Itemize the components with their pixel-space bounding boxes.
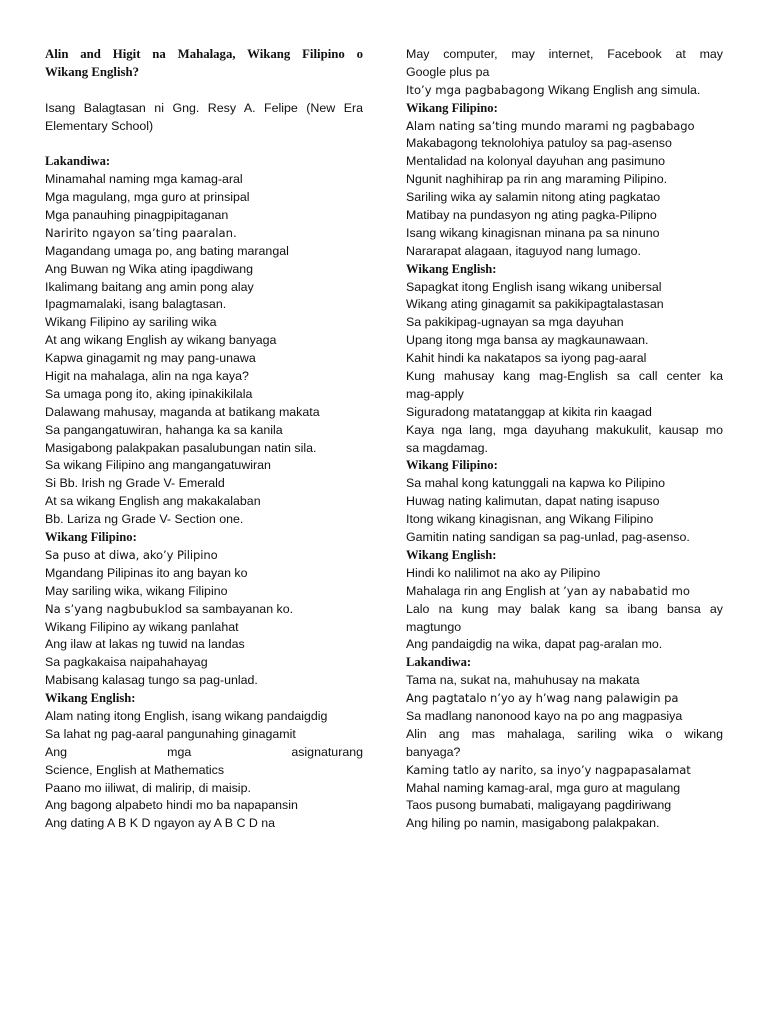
verse-line: Nararapat alagaan, itaguyod nang lumago. (406, 243, 641, 258)
verse-line: Mabisang kalasag tungo sa pag-unlad. (45, 673, 258, 688)
verse-line (406, 82, 723, 100)
verse-line: Upang itong mga bansa ay magkaunawaan. (406, 333, 649, 348)
verse-line: Sa pakikipag-ugnayan sa mga dayuhan (406, 315, 624, 330)
verse-line: Ang bagong alpabeto hindi mo ba napapansin (45, 798, 298, 813)
verse-line: Sapagkat itong English isang wikang unibersal (406, 279, 662, 294)
verse-line: Alam nating itong English, isang wikang pandaigdig (45, 708, 328, 723)
verse-segment: Mahalaga rin ang English at (406, 583, 564, 598)
verse-line: Isang wikang kinagisnan minana pa sa ninuno (406, 225, 660, 240)
verse-line: Sa mahal kong katunggali na kapwa ko Pilipino (406, 476, 665, 491)
speaker-heading-lakandiwa: Lakandiwa: (45, 154, 111, 169)
verse-word: mga (167, 744, 192, 759)
verse-line: Ang dating A B K D ngayon ay A B C D na (45, 816, 276, 831)
verse-line: At ang wikang English ay wikang banyaga (45, 333, 277, 348)
verse-line: Ikalimang baitang ang amin pong alay (45, 279, 254, 294)
verse-line: Alam nating sa’ting mundo marami ng pagbabago (406, 118, 695, 133)
verse-line: At sa wikang English ang makakalaban (45, 494, 261, 509)
verse-line: Si Bb. Irish ng Grade V- Emerald (45, 476, 225, 491)
verse-word: Ang (45, 744, 68, 759)
verse-line: Kaya nga lang, mga dayuhang makukulit, kausap mo (406, 422, 723, 437)
verse-line: Ang pandaigdig na wika, dapat pag-aralan mo. (406, 637, 663, 652)
document-title-line-1: Alin and Higit na Mahalaga, Wikang Filipino o (45, 47, 363, 61)
verse-segment: sa sambayanan ko. (182, 601, 294, 616)
verse-line: Dalawang mahusay, maganda at batikang makata (45, 404, 320, 419)
verse-line: Kapwa ginagamit ng may pang-unawa (45, 351, 256, 366)
verse-line: mag-apply (406, 386, 464, 401)
document-title-line-2: Wikang English? (45, 64, 140, 79)
verse-line: Wikang Filipino ay wikang panlahat (45, 619, 239, 634)
verse-line: Huwag nating kalimutan, dapat nating isapuso (406, 494, 660, 509)
verse-line: Kahit hindi ka nakatapos sa iyong pag-aaral (406, 351, 647, 366)
verse-line: Ngunit naghihirap pa rin ang maraming Pilipino. (406, 172, 668, 187)
verse-line: Science, English at Mathematics (45, 762, 225, 777)
verse-line: Magandang umaga po, ang bating marangal (45, 243, 289, 258)
verse-line: Kaming tatlo ay narito, sa inyo’y nagpapasalamat (406, 762, 691, 777)
verse-line: May computer, may internet, Facebook at may (406, 47, 723, 61)
verse-line: Paano mo iiliwat, di malirip, di maisip. (45, 780, 251, 795)
verse-line: Sariling wika ay salamin nitong ating pagkatao (406, 190, 661, 205)
verse-line: Sa umaga pong ito, aking ipinakikilala (45, 386, 253, 401)
speaker-heading-wikang-english: Wikang English: (406, 547, 497, 562)
verse-line: Ang hiling po namin, masigabong palakpakan. (406, 816, 660, 831)
author-line-1: Isang Balagtasan ni Gng. Resy A. Felipe (New Era (45, 100, 363, 115)
verse-line: Sa puso at diwa, ako’y Pilipino (45, 547, 218, 562)
right-column (406, 46, 723, 833)
verse-line: Mga panauhing pinagpipitaganan (45, 208, 229, 223)
verse-line (45, 601, 363, 619)
verse-line: Lalo na kung may balak kang sa ibang bansa ay (406, 601, 723, 616)
verse-line: Kung mahusay kang mag-English sa call center ka (406, 369, 723, 384)
verse-line-justified (45, 744, 363, 762)
verse-segment: Naririto ngayon sa’ting paaralan. (45, 225, 237, 240)
verse-line: Alin ang mas mahalaga, sariling wika o wikang (406, 726, 723, 741)
speaker-heading-wikang-filipino: Wikang Filipino: (45, 530, 137, 545)
verse-line: Mgandang Pilipinas ito ang bayan ko (45, 565, 248, 580)
verse-line: Minamahal naming mga kamag-aral (45, 172, 243, 187)
verse-line: Higit na mahalaga, alin na nga kaya? (45, 369, 249, 384)
verse-line: Ang ilaw at lakas ng tuwid na landas (45, 637, 245, 652)
verse-line: Sa wikang Filipino ang mangangatuwiran (45, 458, 271, 473)
verse-line: Siguradong matatanggap at kikita rin kaagad (406, 404, 652, 419)
verse-line: Mentalidad na kolonyal dayuhan ang pasimuno (406, 154, 666, 169)
author-line-2: Elementary School) (45, 118, 154, 133)
verse-segment: Ito’y mga pagbabagong (406, 82, 545, 97)
verse-segment: Na s’yang nagbubuklod (45, 601, 183, 616)
speaker-heading-wikang-english: Wikang English: (45, 691, 136, 706)
verse-line: banyaga? (406, 744, 461, 759)
verse-line: Itong wikang kinagisnan, ang Wikang Filipino (406, 512, 654, 527)
verse-line: Sa madlang nanonood kayo na po ang magpasiya (406, 708, 683, 723)
verse-line: Matibay na pundasyon ng ating pagka-Pilipno (406, 208, 657, 223)
verse-word: asignaturang (291, 744, 363, 759)
verse-line: Wikang ating ginagamit sa pakikipagtalastasan (406, 297, 664, 312)
verse-line (45, 225, 363, 243)
verse-line (406, 583, 723, 601)
verse-line: Taos pusong bumabati, maligayang pagdiriwang (406, 798, 672, 813)
verse-line: Google plus pa (406, 64, 490, 79)
verse-line: Sa pangangatuwiran, hahanga ka sa kanila (45, 422, 283, 437)
verse-line: Masigabong palakpakan pasalubungan natin sila. (45, 440, 317, 455)
verse-line: Mga magulang, mga guro at prinsipal (45, 190, 250, 205)
verse-line: May sariling wika, wikang Filipino (45, 583, 228, 598)
verse-line: Makabagong teknolohiya patuloy sa pag-asenso (406, 136, 672, 151)
verse-line: Mahal naming kamag-aral, mga guro at magulang (406, 780, 681, 795)
speaker-heading-wikang-filipino: Wikang Filipino: (406, 100, 498, 115)
verse-line: magtungo (406, 619, 462, 634)
verse-line: Gamitin nating sandigan sa pag-unlad, pag-asenso. (406, 530, 690, 545)
verse-line: Wikang Filipino ay sariling wika (45, 315, 217, 330)
speaker-heading-wikang-filipino: Wikang Filipino: (406, 458, 498, 473)
verse-line: sa magdamag. (406, 440, 488, 455)
speaker-heading-wikang-english: Wikang English: (406, 261, 497, 276)
verse-line: Sa pagkakaisa naipahahayag (45, 655, 208, 670)
speaker-heading-lakandiwa: Lakandiwa: (406, 655, 472, 670)
verse-line: Hindi ko nalilimot na ako ay Pilipino (406, 565, 601, 580)
left-column (45, 46, 363, 833)
verse-line: Ang pagtatalo n’yo ay h’wag nang palawigin pa (406, 691, 679, 706)
verse-line: Ipagmamalaki, isang balagtasan. (45, 297, 227, 312)
verse-segment: ’yan ay nababatid mo (563, 583, 690, 598)
verse-line: Sa lahat ng pag-aaral pangunahing ginagamit (45, 726, 296, 741)
verse-line: Ang Buwan ng Wika ating ipagdiwang (45, 261, 254, 276)
verse-segment: Wikang English ang simula. (544, 82, 701, 97)
verse-line: Bb. Lariza ng Grade V- Section one. (45, 512, 244, 527)
verse-line: Tama na, sukat na, mahuhusay na makata (406, 673, 640, 688)
